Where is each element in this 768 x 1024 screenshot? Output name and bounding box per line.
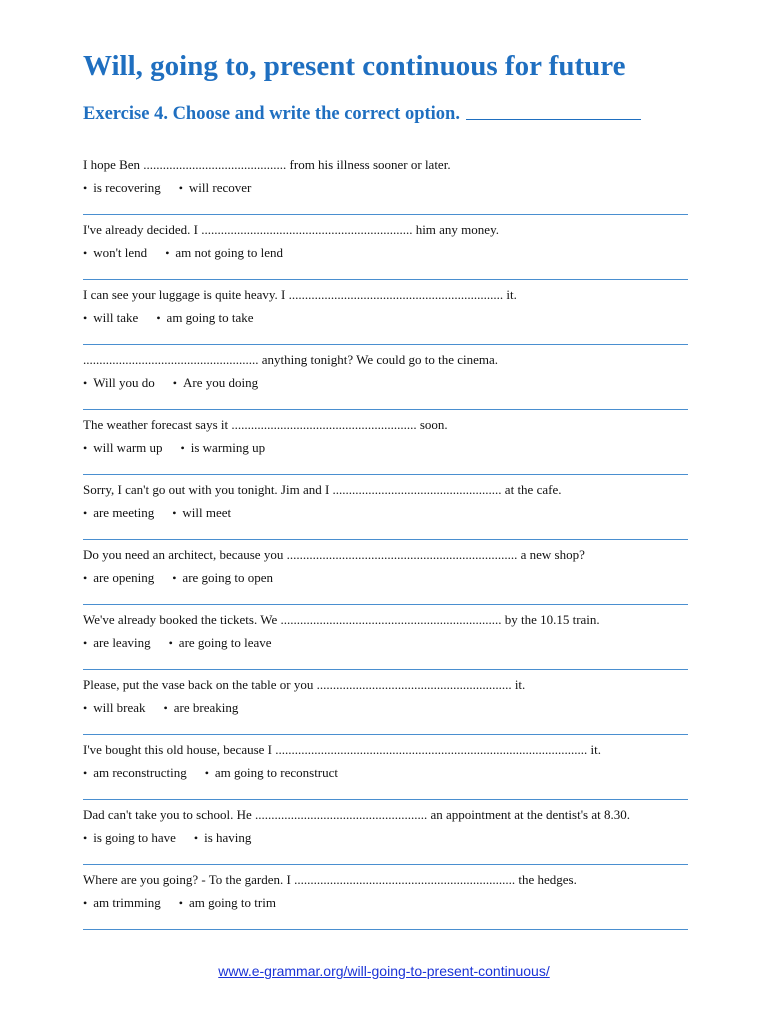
exercise-item <box>83 735 688 800</box>
bullet-icon: • <box>83 831 88 845</box>
bullet-icon: • <box>83 441 88 455</box>
answer-option[interactable] <box>83 310 138 326</box>
answer-options <box>83 310 272 326</box>
answer-option[interactable] <box>169 635 272 651</box>
exercise-item <box>83 475 688 540</box>
bullet-icon: • <box>178 181 183 195</box>
answer-options <box>83 375 276 391</box>
bullet-icon: • <box>83 506 88 520</box>
exercise-sentence: Sorry, I can't go out with you tonight. Jim and I .................................................... at the cafe. <box>83 482 562 497</box>
answer-option[interactable] <box>83 765 187 781</box>
answer-options <box>83 245 301 261</box>
exercise-item <box>83 280 688 345</box>
answer-option-label: will meet <box>182 505 232 520</box>
page-title: Will, going to, present continuous for future <box>83 50 626 82</box>
answer-options <box>83 180 269 196</box>
answer-option[interactable] <box>83 440 163 456</box>
bullet-icon: • <box>83 246 88 260</box>
answer-option-label: am going to reconstruct <box>214 765 339 780</box>
name-answer-line <box>466 118 641 120</box>
exercise-sentence: I can see your luggage is quite heavy. I .................................................................. it. <box>83 287 517 302</box>
exercise-item <box>83 410 688 475</box>
bullet-icon: • <box>83 181 88 195</box>
bullet-icon: • <box>83 896 88 910</box>
exercise-heading <box>83 104 641 125</box>
bullet-icon: • <box>172 506 177 520</box>
answer-option-label: are opening <box>93 570 155 585</box>
exercise-sentence: We've already booked the tickets. We .................................................................... by the 10.15 train. <box>83 612 600 627</box>
exercise-heading-text: Exercise 4. Choose and write the correct option. <box>83 104 460 124</box>
answer-option[interactable] <box>83 245 147 261</box>
answer-option-label: won't lend <box>93 245 148 260</box>
exercise-item <box>83 670 688 735</box>
answer-option[interactable] <box>83 635 151 651</box>
bullet-icon: • <box>168 636 173 650</box>
bullet-icon: • <box>83 766 88 780</box>
answer-option-label: is recovering <box>93 180 161 195</box>
answer-option-label: are leaving <box>93 635 151 650</box>
bullet-icon: • <box>180 441 185 455</box>
exercise-items <box>83 150 688 930</box>
bullet-icon: • <box>193 831 199 845</box>
answer-option-label: am not going to lend <box>175 245 283 260</box>
answer-option[interactable] <box>165 245 283 261</box>
exercise-sentence: Where are you going? - To the garden. I .................................................................... the hedges. <box>83 872 577 887</box>
bullet-icon: • <box>163 701 168 715</box>
answer-option[interactable] <box>181 440 266 456</box>
bullet-icon: • <box>178 896 183 910</box>
answer-option[interactable] <box>179 895 276 911</box>
answer-option-label: am going to take <box>166 310 254 325</box>
bullet-icon: • <box>83 636 88 650</box>
exercise-item <box>83 215 688 280</box>
answer-option-label: are breaking <box>173 700 239 715</box>
answer-option[interactable] <box>164 700 239 716</box>
answer-option[interactable] <box>179 180 252 196</box>
bullet-icon: • <box>204 766 209 780</box>
exercise-item <box>83 540 688 605</box>
answer-option-label: will warm up <box>93 440 163 455</box>
answer-option[interactable] <box>172 570 273 586</box>
answer-options <box>83 765 356 781</box>
exercise-item <box>83 150 688 215</box>
bullet-icon: • <box>83 311 88 325</box>
exercise-sentence: I hope Ben ............................................ from his illness sooner or later. <box>83 157 451 172</box>
exercise-item <box>83 800 688 865</box>
answer-options <box>83 830 269 846</box>
answer-option-label: is going to have <box>93 830 176 845</box>
bullet-icon: • <box>172 571 177 585</box>
answer-option-label: Are you doing <box>183 375 259 390</box>
answer-option-label: am trimming <box>93 895 161 910</box>
exercise-sentence: The weather forecast says it ......................................................... soon. <box>83 417 448 432</box>
bullet-icon: • <box>156 311 161 325</box>
bullet-icon: • <box>83 701 88 715</box>
answer-option[interactable] <box>83 570 154 586</box>
answer-option-label: Will you do <box>93 375 155 390</box>
exercise-item <box>83 605 688 670</box>
answer-option[interactable] <box>83 505 154 521</box>
answer-options <box>83 570 291 586</box>
answer-option-label: is having <box>204 830 252 845</box>
answer-option-label: will recover <box>188 180 252 195</box>
answer-option-label: is warming up <box>190 440 266 455</box>
answer-options <box>83 635 290 651</box>
answer-option-label: will take <box>93 310 139 325</box>
answer-option[interactable] <box>172 505 231 521</box>
answer-option[interactable] <box>83 180 161 196</box>
answer-option[interactable] <box>83 700 146 716</box>
exercise-sentence: Do you need an architect, because you ....................................................................... a new shop? <box>83 547 585 562</box>
exercise-item <box>83 345 688 410</box>
bullet-icon: • <box>172 376 177 390</box>
bullet-icon: • <box>83 571 88 585</box>
answer-option[interactable] <box>83 830 176 846</box>
bullet-icon: • <box>83 376 88 390</box>
exercise-sentence: I've bought this old house, because I ................................................................................................ it. <box>83 742 601 757</box>
answer-option-label: are going to leave <box>178 635 272 650</box>
answer-option[interactable] <box>83 895 161 911</box>
answer-option[interactable] <box>173 375 258 391</box>
exercise-sentence: ...................................................... anything tonight? We could go to the cinema. <box>83 352 499 367</box>
exercise-sentence: Dad can't take you to school. He ..................................................... an appointment at the dentist's at 8.30. <box>83 807 630 822</box>
answer-option[interactable] <box>83 375 155 391</box>
answer-option[interactable] <box>205 765 338 781</box>
answer-option-label: are going to open <box>182 570 274 585</box>
answer-options <box>83 700 256 716</box>
answer-option[interactable] <box>156 310 253 326</box>
answer-option-label: will break <box>93 700 146 715</box>
exercise-item <box>83 865 688 930</box>
exercise-sentence: Please, put the vase back on the table or you ............................................................ it. <box>83 677 526 692</box>
answer-options <box>83 505 249 521</box>
exercise-sentence: I've already decided. I ................................................................. him any money. <box>83 222 499 237</box>
answer-option-label: are meeting <box>93 505 155 520</box>
answer-option-label: am going to trim <box>188 895 276 910</box>
bullet-icon: • <box>165 246 170 260</box>
answer-option[interactable] <box>194 830 252 846</box>
answer-options <box>83 895 294 911</box>
footer-link[interactable]: www.e-grammar.org/will-going-to-present-continuous/ <box>218 963 550 979</box>
answer-options <box>83 440 283 456</box>
answer-option-label: am reconstructing <box>93 765 187 780</box>
